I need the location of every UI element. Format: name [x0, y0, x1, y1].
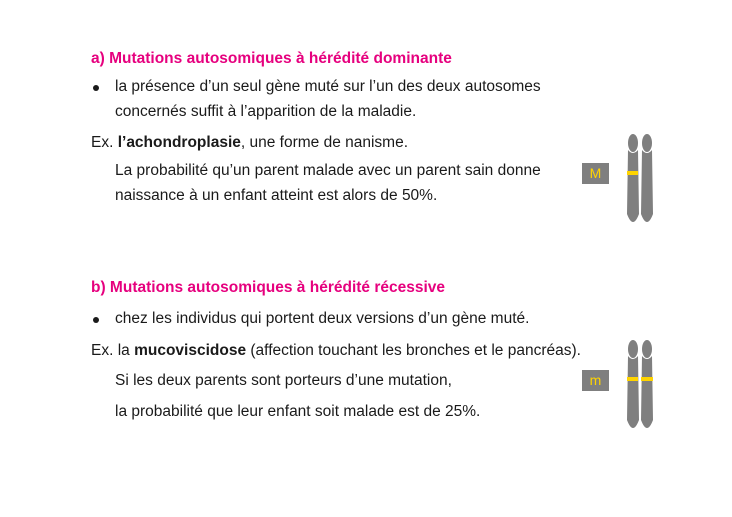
dominant-allele-label: M: [582, 163, 609, 184]
chromosome-pair-dominant-icon: [622, 134, 662, 226]
bullet-icon: [93, 85, 99, 91]
chromosome-pair-recessive-icon: [622, 340, 662, 432]
recessive-allele-label: m: [582, 370, 609, 391]
section-a-bullet-line1: la présence d’un seul gène muté sur l’un des deux autosomes: [115, 78, 541, 95]
section-a-probability-line2: naissance à un enfant atteint est alors de 50%.: [115, 187, 438, 204]
bullet-icon: [93, 317, 99, 323]
section-a-bullet-line2: concernés suffit à l’apparition de la maladie.: [115, 103, 417, 120]
section-b-bullet-line1: chez les individus qui portent deux versions d’un gène muté.: [115, 310, 530, 327]
example-description: (affection touchant les bronches et le pancréas).: [246, 342, 581, 359]
example-prefix: Ex. la: [91, 342, 135, 359]
example-description: , une forme de nanisme.: [240, 134, 409, 151]
section-b-probability-line2: la probabilité que leur enfant soit malade est de 25%.: [115, 403, 481, 420]
section-a-heading: a) Mutations autosomiques à hérédité dominante: [91, 50, 452, 67]
disease-name: mucoviscidose: [134, 342, 247, 359]
section-b-heading: b) Mutations autosomiques à hérédité récessive: [91, 279, 446, 296]
example-prefix: Ex.: [91, 134, 118, 151]
disease-name: l’achondroplasie: [117, 134, 241, 151]
section-a-example: [91, 134, 408, 152]
section-b-probability-line1: Si les deux parents sont porteurs d’une mutation,: [115, 372, 452, 389]
section-b-example: [91, 342, 581, 360]
section-a-probability-line1: La probabilité qu’un parent malade avec un parent sain donne: [115, 162, 541, 179]
